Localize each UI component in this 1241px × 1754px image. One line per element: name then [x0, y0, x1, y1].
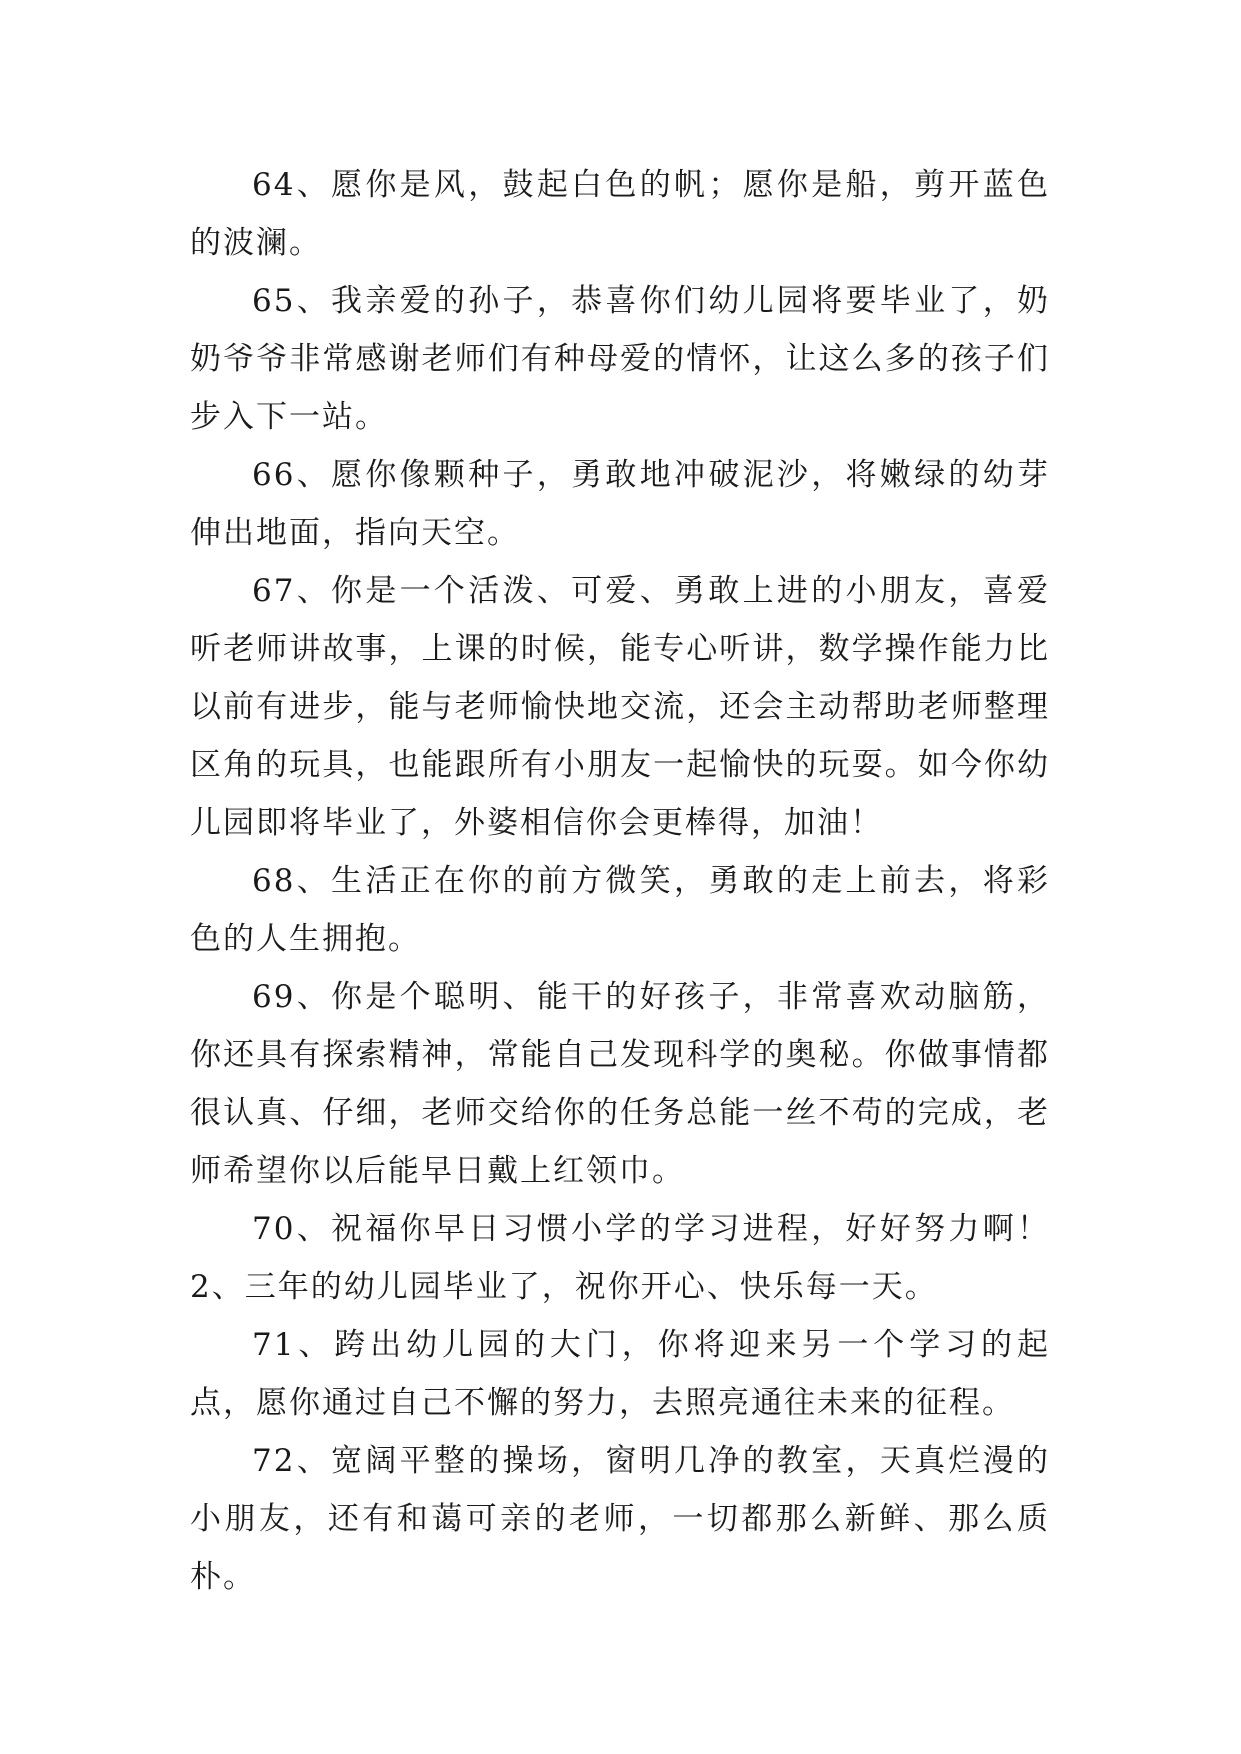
paragraph-70: 70、祝福你早日习惯小学的学习进程，好好努力啊！2、三年的幼儿园毕业了，祝你开心、快乐每一天。	[190, 1211, 1050, 1305]
document-body	[190, 156, 1050, 1606]
paragraph-69: 69、你是个聪明、能干的好孩子，非常喜欢动脑筋，你还具有探索精神，常能自己发现科学的奥秘。你做事情都很认真、仔细，老师交给你的任务总能一丝不苟的完成，老师希望你以后能早日戴上红领巾。	[190, 979, 1050, 1189]
paragraph-67: 67、你是一个活泼、可爱、勇敢上进的小朋友，喜爱听老师讲故事，上课的时候，能专心听讲，数学操作能力比以前有进步，能与老师愉快地交流，还会主动帮助老师整理区角的玩具，也能跟所有小朋友一起愉快的玩耍。如今你幼儿园即将毕业了，外婆相信你会更棒得，加油！	[190, 573, 1050, 841]
paragraph-66: 66、愿你像颗种子，勇敢地冲破泥沙，将嫩绿的幼芽伸出地面，指向天空。	[190, 457, 1050, 551]
paragraph-68: 68、生活正在你的前方微笑，勇敢的走上前去，将彩色的人生拥抱。	[190, 863, 1050, 957]
paragraph-65: 65、我亲爱的孙子，恭喜你们幼儿园将要毕业了，奶奶爷爷非常感谢老师们有种母爱的情怀，让这么多的孩子们步入下一站。	[190, 283, 1050, 435]
paragraph-64: 64、愿你是风，鼓起白色的帆；愿你是船，剪开蓝色的波澜。	[190, 167, 1050, 261]
paragraph-71: 71、跨出幼儿园的大门，你将迎来另一个学习的起点，愿你通过自己不懈的努力，去照亮通往未来的征程。	[190, 1327, 1050, 1421]
paragraph-72: 72、宽阔平整的操场，窗明几净的教室，天真烂漫的小朋友，还有和蔼可亲的老师，一切都那么新鲜、那么质朴。	[190, 1443, 1050, 1595]
